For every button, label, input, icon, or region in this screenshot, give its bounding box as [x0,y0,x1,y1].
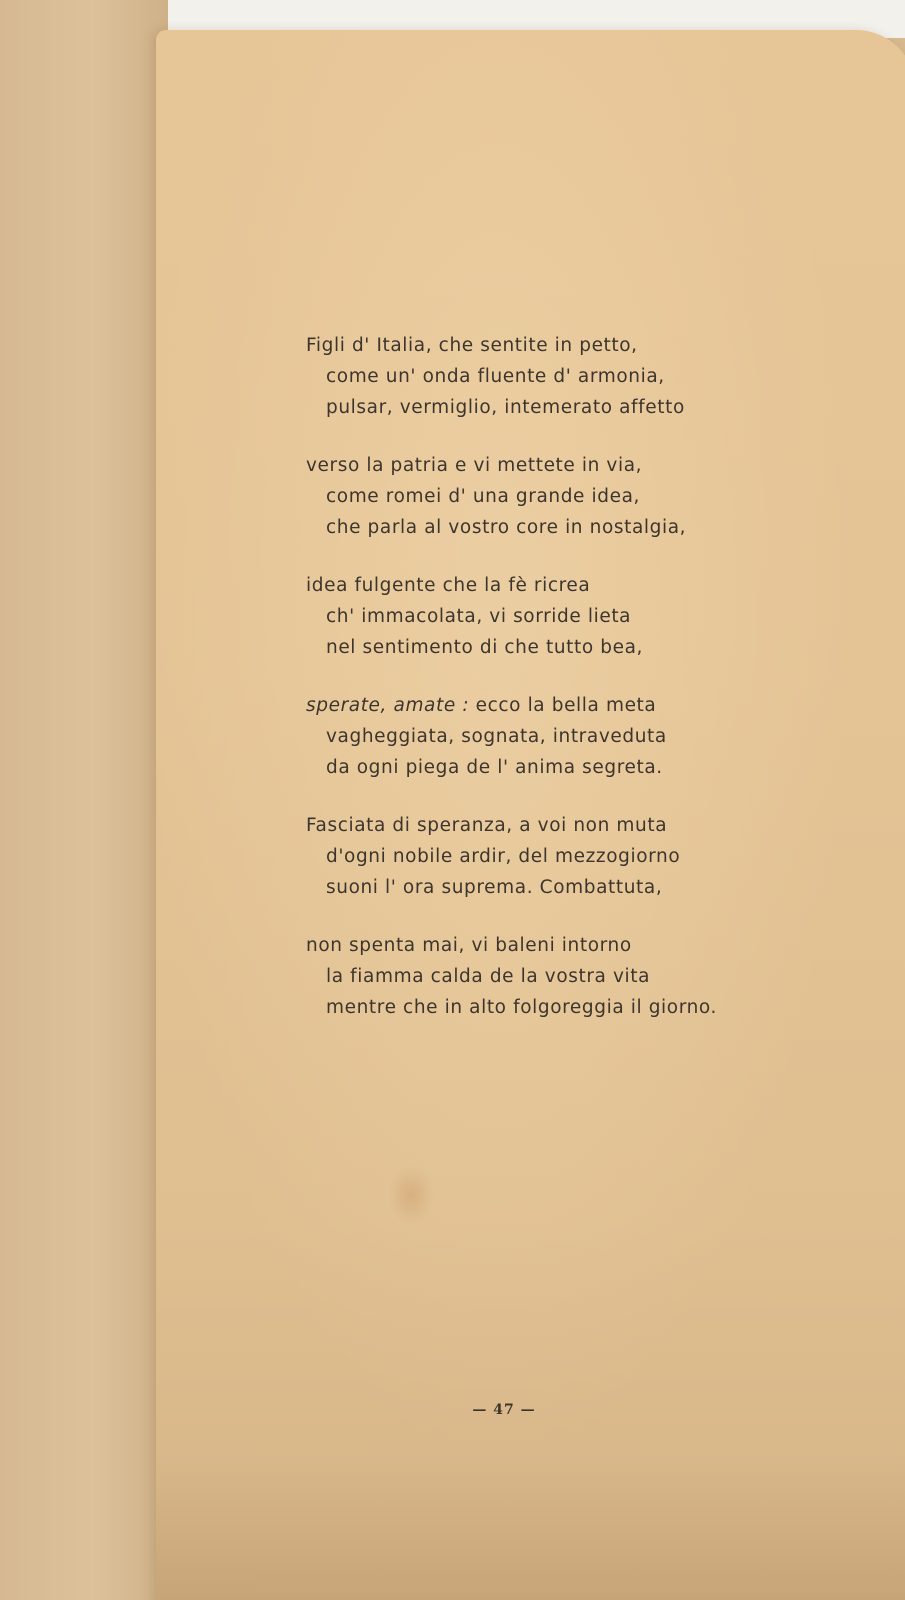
poem-line: da ogni piega de l' anima segreta. [326,757,663,778]
poem-line: la fiamma calda de la vostra vita [326,966,651,987]
poem-line: vagheggiata, sognata, intraveduta [326,726,667,747]
stanza-3 [306,570,866,663]
poem-line-remainder: ecco la bella meta [475,695,657,716]
poem-line: mentre che in alto folgoreggia il giorno. [326,997,717,1018]
paper-stain [388,1165,434,1225]
poem [306,330,866,1050]
poem-line: come romei d' una grande idea, [326,486,640,507]
stanza-4 [306,690,866,783]
stanza-6 [306,930,866,1023]
poem-line: ch' immacolata, vi sorride lieta [326,606,632,627]
poem-line: d'ogni nobile ardir, del mezzogiorno [326,846,681,867]
stanza-5 [306,810,866,903]
poem-line: che parla al vostro core in nostalgia, [326,517,687,538]
left-page [0,0,168,1600]
stanza-2 [306,450,866,543]
poem-line: Fasciata di speranza, a voi non muta [306,815,668,836]
poem-italic-phrase: sperate, amate : [306,695,470,716]
poem-line: non spenta mai, vi baleni intorno [306,935,632,956]
stanza-1 [306,330,866,423]
book-page [156,30,905,1600]
poem-line: pulsar, vermiglio, intemerato affetto [326,397,685,418]
poem-line: suoni l' ora suprema. Combattuta, [326,877,663,898]
poem-line: idea fulgente che la fè ricrea [306,575,591,596]
poem-line: Figli d' Italia, che sentite in petto, [306,335,638,356]
poem-line: verso la patria e vi mettete in via, [306,455,643,476]
poem-line: nel sentimento di che tutto bea, [326,637,643,658]
poem-line-composite [306,690,866,721]
page-number: — 47 — [472,1402,536,1418]
poem-line: come un' onda fluente d' armonia, [326,366,665,387]
